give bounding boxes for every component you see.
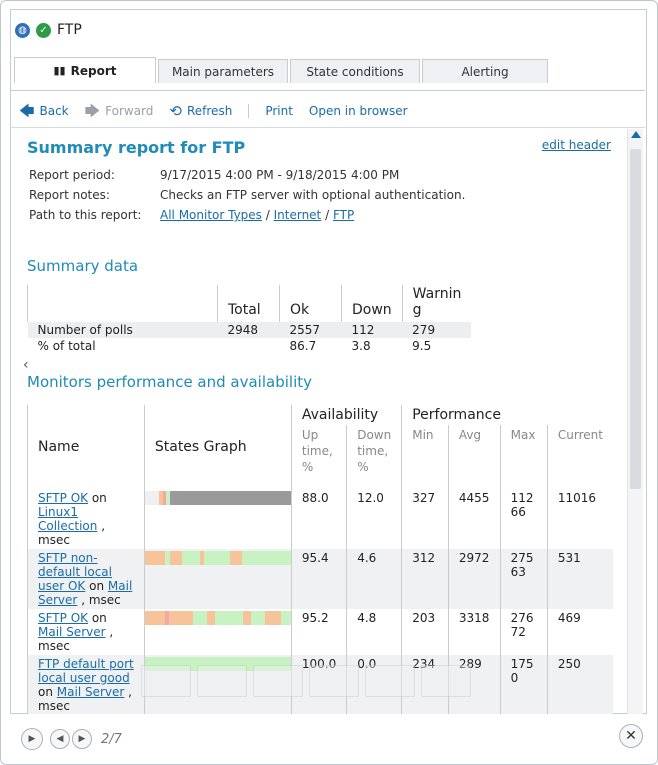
refresh-button[interactable]	[169, 101, 233, 120]
state-segment	[204, 551, 230, 565]
monitor-link[interactable]: SFTP OK	[38, 491, 89, 505]
monitor-name-cell	[28, 549, 145, 609]
state-segment	[215, 611, 243, 625]
summary-col-ok: Ok	[280, 285, 342, 322]
states-graph-cell	[144, 549, 291, 609]
summary-row	[28, 338, 472, 354]
thumbnail[interactable]	[197, 665, 247, 697]
state-segment	[170, 551, 182, 565]
current-cell: 250	[547, 655, 613, 714]
up-time-cell: 88.0	[291, 489, 346, 549]
summary-cell: 2948	[218, 322, 280, 338]
current-cell: 11016	[547, 489, 613, 549]
report-period-value: 9/17/2015 4:00 PM - 9/18/2015 4:00 PM	[160, 168, 400, 182]
toolbar-separator	[248, 104, 249, 118]
host-link[interactable]: Mail Server	[56, 685, 125, 699]
forward-arrow-icon: 🡆	[84, 101, 101, 120]
window-title: FTP	[57, 22, 82, 38]
globe-icon: ◍	[15, 23, 30, 38]
tab-main-parameters[interactable]	[158, 59, 288, 83]
forward-label: Forward	[105, 104, 154, 118]
summary-header-blank	[28, 285, 218, 322]
on-text: on	[91, 491, 107, 505]
up-time-cell: 95.2	[291, 609, 346, 655]
monitor-link[interactable]: SFTP OK	[38, 611, 89, 625]
up-time-cell: 95.4	[291, 549, 346, 609]
col-states-graph: States Graph	[144, 405, 291, 489]
avg-cell: 4455	[448, 489, 500, 549]
bar-chart-icon: ▮▮	[53, 64, 66, 77]
col-current: Current	[547, 425, 613, 489]
states-graph-cell	[144, 489, 291, 549]
summary-cell	[218, 338, 280, 354]
summary-table	[27, 285, 471, 354]
refresh-label: Refresh	[186, 104, 233, 118]
tab-state-conditions[interactable]	[290, 59, 420, 83]
scroll-up-icon[interactable]	[631, 131, 641, 138]
thumbnail[interactable]	[421, 665, 471, 697]
vertical-scrollbar[interactable]	[627, 129, 643, 714]
previous-page-chevron-icon[interactable]: ‹	[23, 357, 29, 373]
monitor-name-cell	[28, 655, 145, 714]
status-ok-icon: ✓	[36, 23, 51, 38]
state-segment	[251, 611, 265, 625]
tab-label: Report	[70, 63, 117, 78]
back-arrow-icon: 🡄	[19, 101, 35, 120]
states-graph	[145, 611, 291, 625]
thumbnail-strip	[141, 665, 536, 699]
col-min: Min	[402, 425, 449, 489]
thumbnail[interactable]	[141, 665, 191, 697]
open-in-browser-button[interactable]	[309, 104, 408, 118]
back-button[interactable]	[19, 101, 69, 120]
group-performance: Performance	[402, 405, 613, 425]
monitor-link[interactable]: SFTP non-default local user OK	[38, 551, 112, 593]
state-segment	[169, 611, 193, 625]
slide-counter: 2/7	[101, 732, 122, 747]
summary-row-label: % of total	[37, 339, 96, 353]
tab-label: Main parameters	[171, 64, 275, 79]
states-graph	[145, 491, 291, 505]
max-cell: 11266	[500, 489, 547, 549]
down-time-cell: 4.8	[347, 609, 402, 655]
thumbnail[interactable]	[309, 665, 359, 697]
summary-cell: 86.7	[289, 339, 317, 353]
current-cell: 469	[547, 609, 613, 655]
summary-col-down: Down	[342, 285, 403, 322]
host-link[interactable]: Mail Server	[38, 625, 106, 639]
next-icon[interactable]: ▶	[72, 729, 92, 749]
edit-header-link[interactable]: edit header	[541, 138, 611, 152]
state-segment	[207, 611, 215, 625]
summary-heading: Summary data	[27, 257, 139, 275]
unit-text: , msec	[81, 593, 121, 607]
table-row	[28, 549, 614, 609]
col-avg: Avg	[448, 425, 500, 489]
avg-cell: 289	[448, 655, 500, 714]
states-graph-cell	[144, 609, 291, 655]
up-time-cell: 100.0	[291, 655, 346, 714]
col-name: Name	[28, 405, 145, 489]
max-cell: 27563	[500, 549, 547, 609]
unit-text: , msec	[38, 519, 106, 547]
state-segment	[242, 551, 291, 565]
tab-divider	[10, 90, 645, 91]
report-path-label: Path to this report:	[29, 208, 142, 222]
on-text: on	[91, 611, 107, 625]
min-cell: 234	[402, 655, 449, 714]
print-label: Print	[265, 104, 293, 118]
breadcrumb-internet[interactable]: Internet	[273, 208, 322, 222]
unit-text: , msec	[38, 625, 114, 653]
print-button[interactable]	[265, 104, 293, 118]
min-cell: 312	[402, 549, 449, 609]
summary-col-warning: Warnin g	[402, 285, 471, 322]
summary-cell: 3.8	[351, 339, 371, 353]
tab-alerting[interactable]	[422, 59, 548, 83]
min-cell: 327	[402, 489, 449, 549]
host-link[interactable]: Mail Server	[38, 579, 133, 607]
report-title: Summary report for FTP	[27, 138, 246, 157]
table-row	[28, 489, 614, 549]
col-up-time: Up time, %	[291, 425, 346, 489]
monitor-link[interactable]: FTP default port local user good	[38, 657, 134, 685]
state-segment	[170, 491, 291, 505]
state-segment	[193, 611, 207, 625]
state-segment	[182, 551, 200, 565]
state-segment	[265, 611, 281, 625]
unit-text: , msec	[38, 685, 132, 713]
previous-icon[interactable]: ◀	[50, 729, 70, 749]
states-graph	[145, 551, 291, 565]
breadcrumb-all-monitor-types[interactable]: All Monitor Types	[160, 208, 262, 222]
current-cell: 531	[547, 549, 613, 609]
state-segment	[230, 551, 242, 565]
report-notes-label: Report notes:	[29, 188, 110, 202]
report-period-label: Report period:	[29, 168, 115, 182]
report-toolbar	[19, 101, 424, 121]
down-time-cell: 12.0	[347, 489, 402, 549]
monitor-name-cell	[28, 489, 145, 549]
report-notes-value: Checks an FTP server with optional authentication.	[160, 188, 466, 202]
scrollbar-thumb[interactable]	[630, 149, 641, 489]
back-label: Back	[39, 104, 69, 118]
state-segment	[243, 611, 251, 625]
group-availability: Availability	[291, 405, 401, 425]
tab-bar	[14, 59, 548, 83]
breadcrumb: All Monitor Types / Internet / FTP	[160, 208, 355, 222]
summary-cell: 2557	[280, 322, 342, 338]
avg-cell: 3318	[448, 609, 500, 655]
avg-cell: 2972	[448, 549, 500, 609]
max-cell: 1750	[500, 655, 547, 714]
on-text: on	[38, 685, 53, 699]
summary-col-total: Total	[218, 285, 280, 322]
min-cell: 203	[402, 609, 449, 655]
on-text: on	[89, 579, 105, 593]
play-icon[interactable]: ▶	[21, 728, 43, 750]
col-down-time: Down time, %	[347, 425, 402, 489]
thumbnail[interactable]	[365, 665, 415, 697]
window-titlebar	[15, 17, 82, 43]
summary-row	[28, 322, 472, 338]
tab-report[interactable]	[14, 57, 156, 83]
host-link[interactable]: Linux1 Collection	[38, 505, 98, 533]
thumbnail[interactable]	[253, 665, 303, 697]
toolbar-divider	[10, 127, 645, 128]
close-icon[interactable]: ✕	[619, 724, 643, 748]
monitor-name-cell	[28, 609, 145, 655]
state-segment	[145, 551, 165, 565]
down-time-cell: 4.6	[347, 549, 402, 609]
open-in-browser-label: Open in browser	[308, 104, 408, 118]
refresh-icon: ⟲	[169, 101, 182, 120]
state-segment	[145, 611, 165, 625]
summary-cell: 112	[342, 322, 403, 338]
summary-row-label: Number of polls	[28, 322, 218, 338]
max-cell: 27672	[500, 609, 547, 655]
report-content	[15, 129, 627, 714]
state-segment	[281, 611, 291, 625]
tab-label: Alerting	[461, 64, 509, 79]
col-max: Max	[500, 425, 547, 489]
forward-button[interactable]	[84, 101, 154, 120]
viewer-footer	[1, 721, 658, 756]
table-row	[28, 609, 614, 655]
state-segment	[145, 491, 159, 505]
down-time-cell: 0.0	[347, 655, 402, 714]
performance-heading: Monitors performance and availability	[27, 373, 312, 391]
summary-cell: 9.5	[412, 339, 432, 353]
summary-cell: 279	[402, 322, 471, 338]
breadcrumb-ftp[interactable]: FTP	[332, 208, 355, 222]
tab-label: State conditions	[306, 64, 404, 79]
